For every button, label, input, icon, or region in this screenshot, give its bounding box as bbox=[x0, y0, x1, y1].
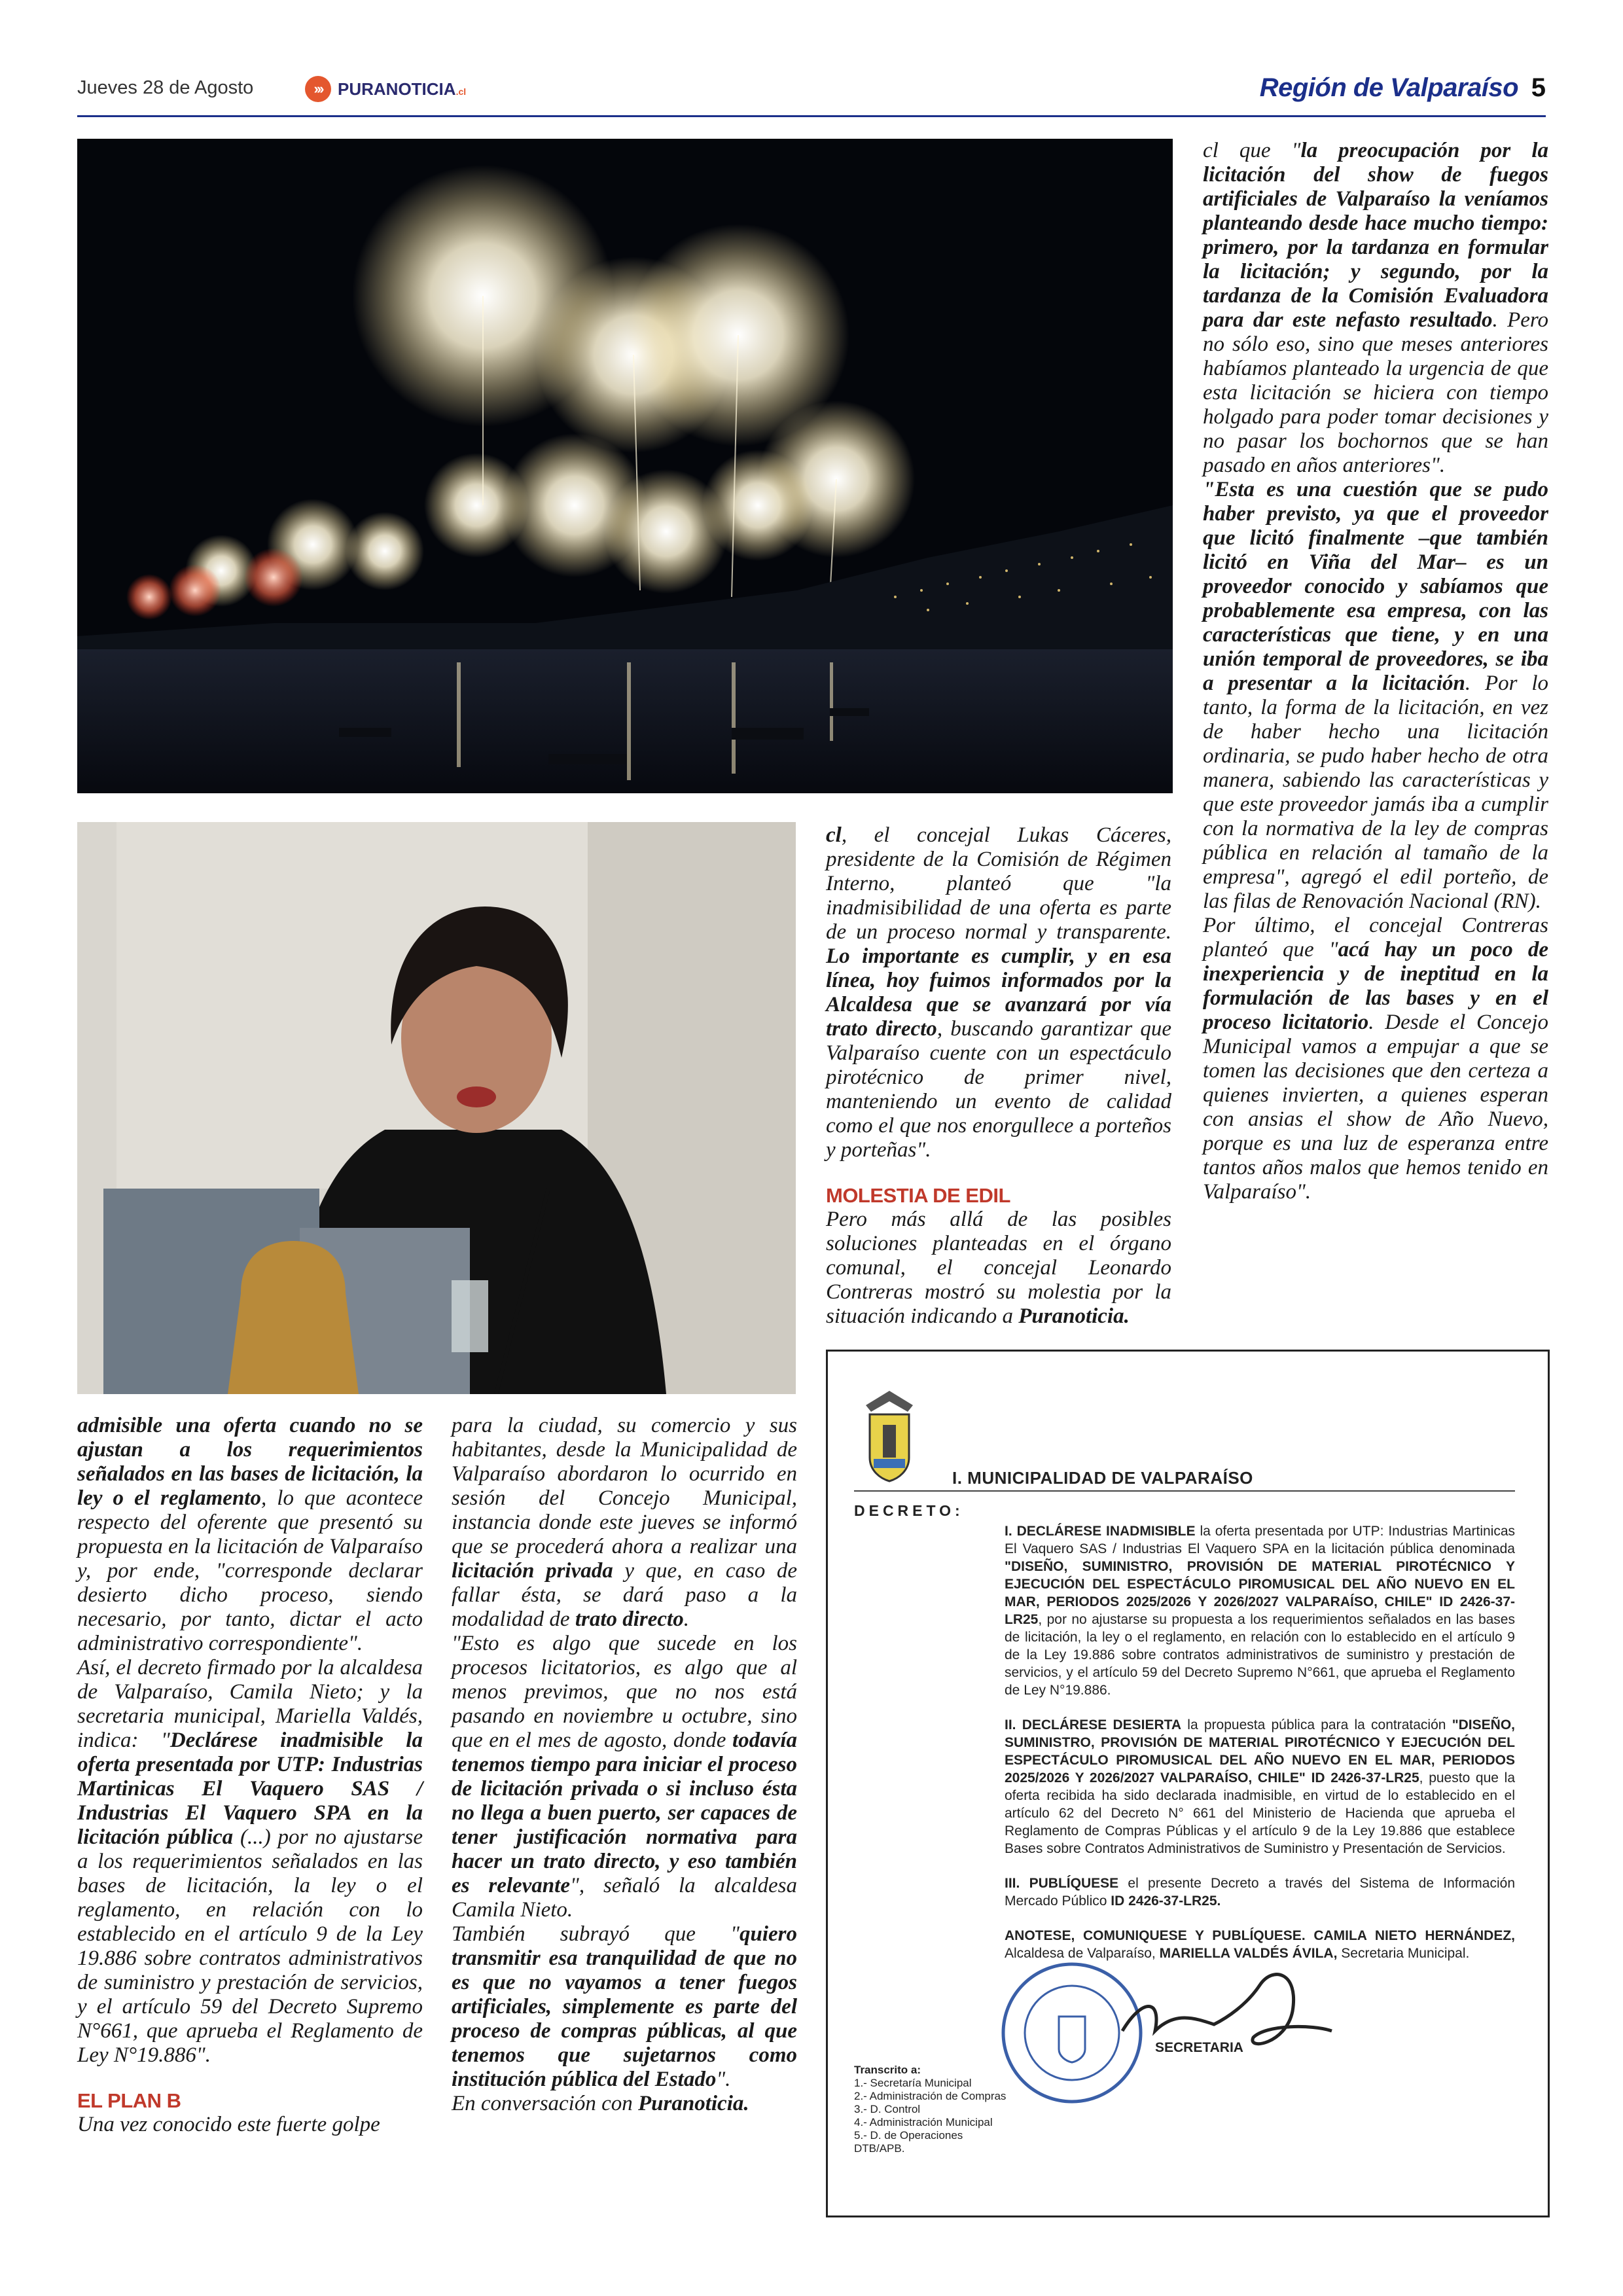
text-run: (...) por no ajustarse a los requerimientos señalados en las bases de licitación, la ley o el reglamento, en relación con lo establecido en el artículo 9 de la Ley 19.886 sobre contratos administrativos de suministro y prestación de servicios, y el artículo 59 del Decreto Supremo N°661, que aprueba el Reglamento de Ley N°19.886". bbox=[77, 1825, 423, 2067]
tender-id: ID 2426-37-LR25. bbox=[1111, 1893, 1221, 1909]
logo-text: PURANOTICIA bbox=[338, 79, 456, 99]
paragraph bbox=[452, 1922, 797, 2092]
quote-highlight: licitación privada bbox=[452, 1559, 613, 1583]
text-run: , por no ajustarse su propuesta a los requerimientos señalados en las bases de licitación, la ley o el reglamento, en relación con lo establecido en el artículo 9 de la Ley 19.886 sobre contratos administrativos de suministro y prestación de servicios, y el artículo 59 del Decreto Supremo N°661, que aprueba el Reglamento de Ley N°19.886. bbox=[1005, 1612, 1515, 1698]
header-divider bbox=[77, 115, 1546, 117]
subheading: MOLESTIA DE EDIL bbox=[826, 1184, 1010, 1207]
section-title: Región de Valparaíso bbox=[1259, 73, 1518, 102]
decree-article-3 bbox=[854, 1874, 1515, 1910]
article-column-bottom-left bbox=[77, 1414, 423, 2137]
secretary-name: MARIELLA VALDÉS ÁVILA, bbox=[1159, 1946, 1338, 1961]
text-run: "Esto es algo que sucede en los procesos licitatorios, es algo que al menos previmos, que no nos está pasando en noviembre u octubre, sino que en el mes de agosto, donde bbox=[452, 1632, 797, 1752]
distribution-title: Transcrito a: bbox=[854, 2064, 921, 2076]
text-run: En conversación con bbox=[452, 2092, 638, 2115]
decree-secretaria: SECRETARIA bbox=[1155, 2040, 1243, 2055]
paragraph bbox=[1203, 139, 1548, 478]
text-run: Por último, el concejal Contreras planteó que " bbox=[1203, 914, 1548, 961]
text-run: la oferta presentada por UTP: Industrias Martinicas El Vaquero SAS / Industrias El Vaquero SPA en la licitación pública denominada bbox=[1005, 1524, 1516, 1556]
subheading: EL PLAN B bbox=[77, 2089, 181, 2112]
article-column-right bbox=[1203, 139, 1548, 1204]
source-name: Puranoticia. bbox=[1018, 1304, 1130, 1328]
decree-article-1 bbox=[854, 1522, 1515, 1699]
distribution-item: 4.- Administración Municipal bbox=[854, 2116, 993, 2128]
text-run: , buscando garantizar que Valparaíso cuente con un espectáculo pirotécnico de primer nivel, manteniendo un evento de calidad como el que nos enorgullece a porteños y porteñas". bbox=[826, 1017, 1172, 1162]
quote-highlight: Lo importante es cumplir, y en esa línea, hoy fuimos informados por la Alcaldesa que se avanzará por vía trato directo bbox=[826, 944, 1171, 1041]
decree-divider bbox=[854, 1490, 1515, 1492]
decree-article-2 bbox=[854, 1716, 1515, 1857]
paragraph bbox=[826, 1208, 1171, 1329]
tender-title: "DISEÑO, SUMINISTRO, PROVISIÓN DE MATERIAL PIROTÉCNICO Y EJECUCIÓN DEL ESPECTÁCULO PIROMUSICAL DEL AÑO NUEVO EN EL MAR, PERIODOS 2025/2026 Y 2026/2027 VALPARAÍSO, CHILE" ID 2426-37-LR25 bbox=[1005, 1717, 1515, 1785]
closing-heading: ANOTESE, COMUNIQUESE Y PUBLÍQUESE. CAMILA NIETO HERNÁNDEZ, bbox=[1005, 1928, 1515, 1943]
quote-highlight: la preocupación por la licitación del show de fuegos artificiales de Valparaíso la veníamos planteando desde hace mucho tiempo: primero, por la tardanza en formular la licitación; y segundo, por la tardanza de la Comisión Evaluadora para dar este nefasto resultado bbox=[1203, 139, 1548, 332]
quote-highlight: todavía tenemos tiempo para iniciar el proceso de licitación privada o si incluso ésta no llega a buen puerto, ser capaces de tener justificación normativa para hacer un trato directo, y eso también es relevante bbox=[452, 1729, 797, 1897]
decree-label: DECRETO: bbox=[854, 1502, 964, 1519]
councilor-illustration bbox=[77, 822, 796, 1394]
paragraph bbox=[826, 823, 1171, 1162]
decree-institution: I. MUNICIPALIDAD DE VALPARAÍSO bbox=[952, 1468, 1253, 1488]
distribution-item: 5.- D. de Operaciones bbox=[854, 2129, 963, 2142]
paragraph bbox=[452, 1632, 797, 1922]
municipal-crest-icon bbox=[859, 1386, 919, 1484]
paragraph: Una vez conocido este fuerte golpe bbox=[77, 2113, 380, 2136]
text-run: el presente Decreto a través del Sistema de Información Mercado Público bbox=[1005, 1876, 1515, 1909]
text-run: Así, el decreto firmado por la alcaldesa de Valparaíso, Camila Nieto; y la secretaria municipal, Mariella Valdés, indica: " bbox=[77, 1656, 423, 1752]
text-run: ", señaló la alcaldesa Camila Nieto. bbox=[452, 1874, 797, 1922]
text-run: Pero más allá de las posibles soluciones planteadas en el órgano comunal, el concejal Leonardo Contreras mostró su molestia por la situación indicando a bbox=[826, 1208, 1171, 1328]
issue-date: Jueves 28 de Agosto bbox=[77, 77, 254, 98]
distribution-item: 3.- D. Control bbox=[854, 2103, 921, 2115]
text-run: , puesto que la oferta recibida ha sido declarada inadmisible, en virtud de lo establecido en el artículo 62 del Decreto N° 661 del Ministerio de Hacienda que aprueba el Reglamento de Compras Públicas y el artículo 9 de la Ley 19.886 que establece Bases sobre Contratos Administrativos de Suministro y Presentación de Servicios. bbox=[1005, 1770, 1515, 1856]
article-heading: III. PUBLÍQUESE bbox=[1005, 1876, 1119, 1891]
text-run: y que, en caso de fallar ésta, se dará paso a la modalidad de bbox=[452, 1559, 797, 1631]
text-run: , el concejal Lukas Cáceres, presidente de la Comisión de Régimen Interno, planteó que "la inadmisibilidad de una oferta es parte de un proceso normal y transparente. bbox=[826, 823, 1171, 944]
text-run: . Pero no sólo eso, sino que meses anteriores habíamos planteado la urgencia de que esta licitación se hiciera con tiempo holgado para poder tomar decisiones y no pasar los bochornos que se han pasado en años anteriores". bbox=[1203, 308, 1548, 477]
paragraph bbox=[1203, 478, 1548, 914]
councilor-photo bbox=[77, 822, 796, 1394]
distribution-item: 1.- Secretaría Municipal bbox=[854, 2077, 972, 2089]
article-column-middle bbox=[826, 823, 1171, 1329]
decree-body bbox=[854, 1502, 1515, 1979]
paragraph bbox=[452, 2092, 797, 2116]
quote-highlight: acá hay un poco de inexperiencia y de ineptitud en la formulación de las bases y en el proceso licitatorio bbox=[1203, 938, 1548, 1034]
text-run: ". bbox=[716, 2068, 731, 2091]
text-run: Secretaria Municipal. bbox=[1337, 1946, 1470, 1961]
text-run: . Desde el Concejo Municipal vamos a empujar a que se tomen las decisiones que den certeza a quienes invierten, a quienes esperan con ansias el show de Año Nuevo, porque es una luz de esperanza entre tantos años malos que hemos tenido en Valparaíso". bbox=[1203, 1011, 1548, 1204]
logo-chevrons-icon: ››› bbox=[305, 76, 331, 102]
source-name: Puranoticia. bbox=[638, 2092, 749, 2115]
text-run: También subrayó que " bbox=[452, 1922, 740, 1946]
article-heading: II. DECLÁRESE DESIERTA bbox=[1005, 1717, 1182, 1732]
tender-title: "DISEÑO, SUMINISTRO, PROVISIÓN DE MATERIAL PIROTÉCNICO Y EJECUCIÓN DEL ESPECTÁCULO PIROMUSICAL DEL AÑO NUEVO EN EL MAR, PERIODOS 2025/2026 Y 2026/2027 VALPARAÍSO, CHILE" ID 2426-37-LR25 bbox=[1005, 1559, 1515, 1627]
fireworks-photo bbox=[77, 139, 1173, 793]
paragraph bbox=[77, 1414, 423, 1656]
fireworks-illustration bbox=[77, 139, 1173, 793]
page-number: 5 bbox=[1531, 73, 1546, 102]
decree-closing bbox=[854, 1927, 1515, 1962]
text-run: cl bbox=[826, 823, 842, 847]
decree-distribution bbox=[854, 2064, 1006, 2155]
text-run: , lo que acontece respecto del oferente que presentó su propuesta en la licitación de Valparaíso y, por ende, "corresponde declarar desierto dicho proceso, siendo necesario, por tanto, dictar el acto administrativo correspondiente". bbox=[77, 1486, 423, 1655]
distribution-item: 2.- Administración de Compras bbox=[854, 2090, 1007, 2102]
paragraph bbox=[77, 1656, 423, 2068]
logo-suffix: .cl bbox=[455, 86, 467, 97]
text-run: . bbox=[683, 1607, 689, 1631]
article-column-bottom-middle bbox=[452, 1414, 797, 2116]
quote-highlight: Declárese inadmisible la oferta presentada por UTP: Industrias Martinicas El Vaquero SAS / Industrias El Vaquero SPA en la licitación pública bbox=[77, 1729, 423, 1849]
paragraph bbox=[1203, 914, 1548, 1204]
quote-highlight: trato directo bbox=[575, 1607, 684, 1631]
article-heading: I. DECLÁRESE INADMISIBLE bbox=[1005, 1524, 1196, 1539]
quote-highlight: admisible una oferta cuando no se ajustan a los requerimientos señalados en las bases de licitación, la ley o el reglamento bbox=[77, 1414, 423, 1510]
text-run: cl que " bbox=[1203, 139, 1301, 162]
publication-logo bbox=[305, 75, 466, 103]
text-run: . Por lo tanto, la forma de la licitación, en vez de haber hecho una licitación ordinaria, se pudo haber hecho de otra manera, sabiendo las características y que este proveedor jamás iba a cumplir con la normativa de la ley de compras pública en relación al tamaño de la empresa", agregó el edil porteño, de las filas de Renovación Nacional (RN). bbox=[1203, 672, 1549, 913]
decree-document bbox=[826, 1350, 1550, 2217]
text-run: Alcaldesa de Valparaíso, bbox=[1005, 1946, 1160, 1961]
text-run: para la ciudad, su comercio y sus habitantes, desde la Municipalidad de Valparaíso abordaron lo ocurrido en sesión del Concejo Municipal, instancia donde este jueves se informó que se procederá ahora a realizar una bbox=[452, 1414, 797, 1558]
distribution-item: DTB/APB. bbox=[854, 2142, 905, 2155]
paragraph bbox=[452, 1414, 797, 1632]
quote-highlight: quiero transmitir esa tranquilidad de que no es que no vayamos a tener fuegos artificiales, simplemente es parte del proceso de compras públicas, al que tenemos que sujetarnos como institución pública del Estado bbox=[452, 1922, 797, 2091]
text-run: la propuesta pública para la contratación bbox=[1181, 1717, 1452, 1732]
quote-highlight: "Esta es una cuestión que se pudo haber previsto, ya que el proveedor que licitó finalmente –que también licitó en Viña del Mar– es un proveedor conocido y sabíamos que probablemente esa empresa, con las características que tiene, y en una unión temporal de proveedores, se iba a presentar a la licitación bbox=[1203, 478, 1548, 695]
